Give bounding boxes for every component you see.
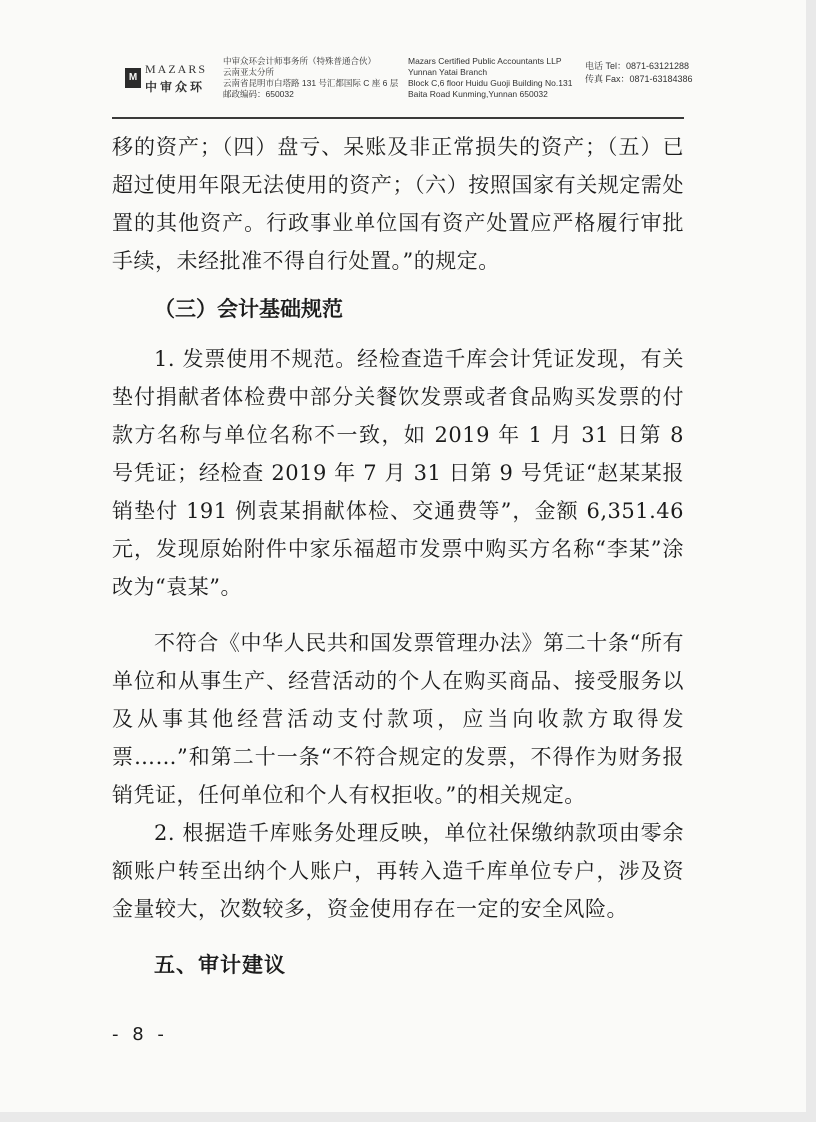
fax: 传真 Fax：0871-63184386 — [585, 74, 693, 84]
logo-text-cn: 中审众环 — [145, 80, 206, 94]
firm-name-cn: 中审众环会计师事务所（特殊普通合伙） — [223, 56, 377, 66]
postcode-cn: 邮政编码：650032 — [223, 89, 294, 99]
contact-info — [585, 60, 693, 86]
paragraph-asset-disposal: 移的资产；（四）盘亏、呆账及非正常损失的资产；（五）已超过使用年限无法使用的资产；（六）按照国家有关规定需处置的其他资产。行政事业单位国有资产处置应严格履行审批手续，未经批准不得自行处置。”的规定。 — [112, 135, 684, 273]
address-en-line2: Baita Road Kunming,Yunnan 650032 — [408, 89, 548, 99]
document-body — [112, 128, 684, 984]
heading-accounting-basics: （三）会计基础规范 — [154, 296, 343, 321]
telephone: 电话 Tel：0871-63121288 — [585, 61, 690, 71]
scan-edge-bottom — [0, 1112, 816, 1122]
firm-name-en: Mazars Certified Public Accountants LLP — [408, 56, 562, 66]
branch-name-cn: 云南亚太分所 — [223, 67, 275, 77]
header-divider — [112, 117, 684, 119]
page-number: - 8 - — [112, 1024, 168, 1045]
firm-info-en — [408, 56, 572, 100]
paragraph-invoice-regulation: 不符合《中华人民共和国发票管理办法》第二十条“所有单位和从事生产、经营活动的个人在购买商品、接受服务以及从事其他经营活动支付款项，应当向收款方取得发票……”和第二十一条“不符合规定的发票，不得作为财务报销凭证，任何单位和个人有权拒收。”的相关规定。 — [112, 631, 684, 807]
paragraph-invoice-issue: 1. 发票使用不规范。经检查造千库会计凭证发现，有关垫付捐献者体检费中部分关餐饮发票或者食品购买发票的付款方名称与单位名称不一致，如 2019 年 1 月 31 日第 8 号凭证；经检查 2019 年 7 月 31 日第 9 号凭证“赵某某报销垫付 191 例袁某捐献体检、交通费等”，金额 6,351.46 元，发现原始附件中家乐福超市发票中购买方名称“李某”涂改为“袁某”。 — [112, 347, 684, 599]
address-en-line1: Block C,6 floor Huidu Guoji Building No.131 — [408, 78, 573, 88]
firm-info-cn — [223, 56, 398, 100]
branch-name-en: Yunnan Yatai Branch — [408, 67, 488, 77]
heading-audit-suggestions: 五、审计建议 — [154, 952, 286, 977]
letterhead — [125, 52, 693, 106]
mazars-logo — [125, 62, 221, 96]
logo-mark-icon: M — [125, 68, 141, 88]
address-cn: 云南省昆明市白塔路 131 号汇都国际 C 座 6 层 — [223, 78, 399, 88]
scan-edge-right — [806, 0, 816, 1122]
logo-text-en: MAZARS — [145, 62, 208, 76]
paragraph-social-security: 2. 根据造千库账务处理反映，单位社保缴纳款项由零余额账户转至出纳个人账户，再转入造千库单位专户，涉及资金量较大，次数较多，资金使用存在一定的安全风险。 — [112, 821, 684, 921]
